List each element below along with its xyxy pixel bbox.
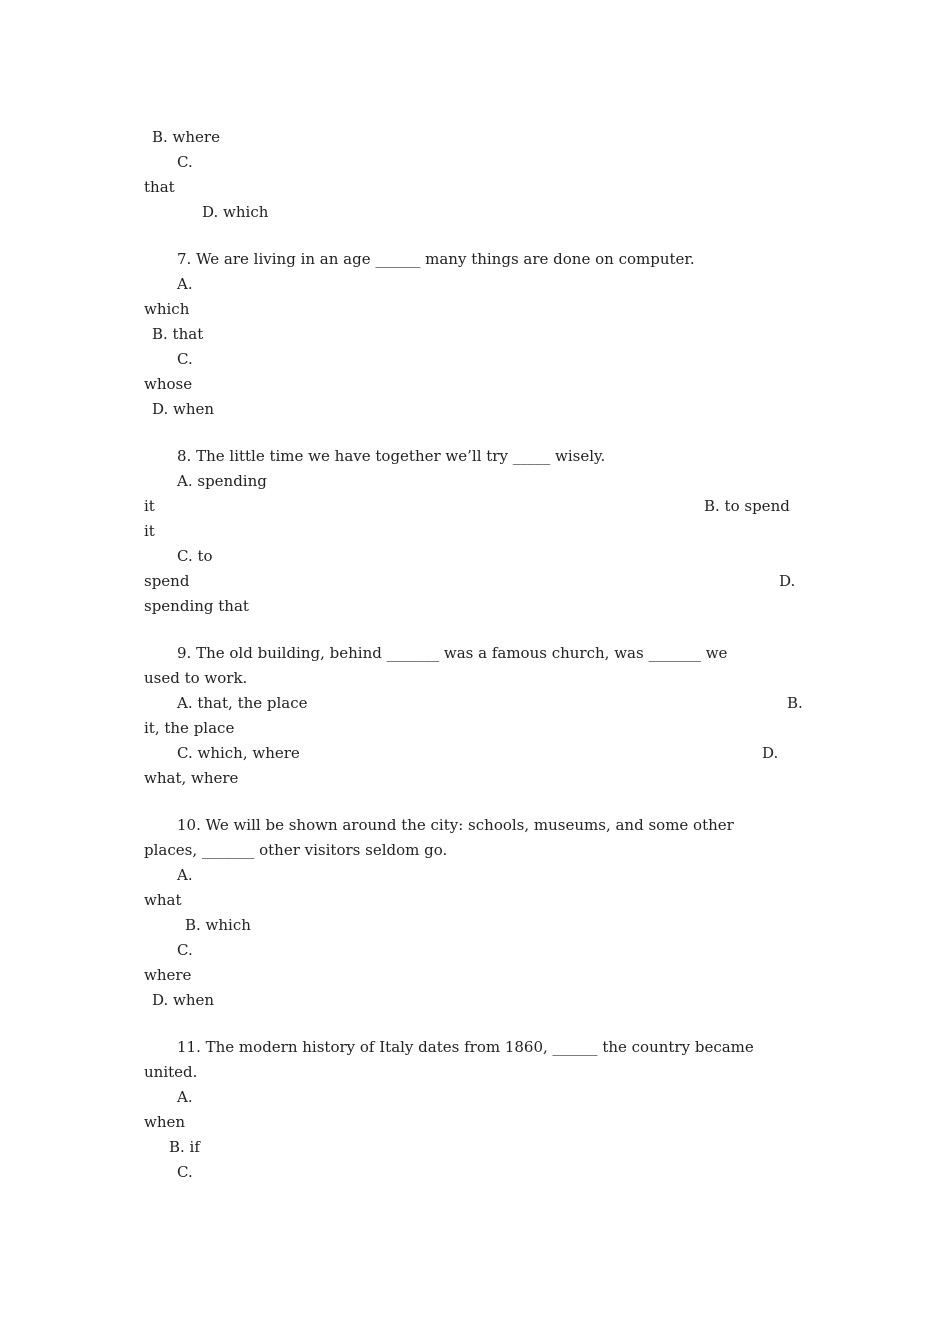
- q8-option-a-label: A. spending: [177, 472, 267, 490]
- q11-stem-line2: united.: [144, 1063, 198, 1081]
- q11-option-b: B. if: [169, 1138, 200, 1156]
- q7-option-b: B. that: [152, 325, 204, 343]
- q9-option-a: A. that, the place: [177, 694, 308, 712]
- q7-stem: 7. We are living in an age ______ many things are done on computer.: [177, 250, 695, 268]
- q8-option-c-text: spend: [144, 572, 190, 590]
- q10-option-a-text: what: [144, 891, 182, 909]
- q10-option-c-text: where: [144, 966, 192, 984]
- q11-option-a-text: when: [144, 1113, 186, 1131]
- q8-option-b-label: B. to spend: [704, 497, 790, 515]
- q8-option-a-text: it: [144, 497, 155, 515]
- q7-option-a-label: A.: [177, 275, 193, 293]
- q8-option-d-text: spending that: [144, 597, 249, 615]
- q9-option-c: C. which, where: [177, 744, 300, 762]
- q9-stem-line2: used to work.: [144, 669, 248, 687]
- q10-stem-line2: places, _______ other visitors seldom go.: [144, 841, 448, 859]
- q10-option-d: D. when: [152, 991, 215, 1009]
- q9-option-b-text: it, the place: [144, 719, 235, 737]
- q8-stem: 8. The little time we have together we’ll try _____ wisely.: [177, 447, 606, 465]
- q7-option-c-label: C.: [177, 350, 193, 368]
- q11-option-c-label: C.: [177, 1163, 193, 1181]
- q9-option-d-label: D.: [762, 744, 779, 762]
- q9-stem-line1: 9. The old building, behind _______ was a famous church, was _______ we: [177, 644, 728, 662]
- q11-stem-line1: 11. The modern history of Italy dates from 1860, ______ the country became: [177, 1038, 754, 1056]
- q6-option-c-text: that: [144, 178, 175, 196]
- q8-option-d-label: D.: [779, 572, 796, 590]
- q10-option-c-label: C.: [177, 941, 193, 959]
- q7-option-c-text: whose: [144, 375, 193, 393]
- q11-option-a-label: A.: [177, 1088, 193, 1106]
- q9-option-b-label: B.: [787, 694, 803, 712]
- q10-stem-line1: 10. We will be shown around the city: schools, museums, and some other: [177, 816, 734, 834]
- q8-option-c-label: C. to: [177, 547, 213, 565]
- q6-option-c-label: C.: [177, 153, 193, 171]
- q6-option-b: B. where: [152, 128, 220, 146]
- q6-option-d: D. which: [202, 203, 269, 221]
- q8-option-b-text: it: [144, 522, 155, 540]
- q7-option-d: D. when: [152, 400, 215, 418]
- q7-option-a-text: which: [144, 300, 190, 318]
- q9-option-d-text: what, where: [144, 769, 239, 787]
- q10-option-b: B. which: [185, 916, 251, 934]
- q10-option-a-label: A.: [177, 866, 193, 884]
